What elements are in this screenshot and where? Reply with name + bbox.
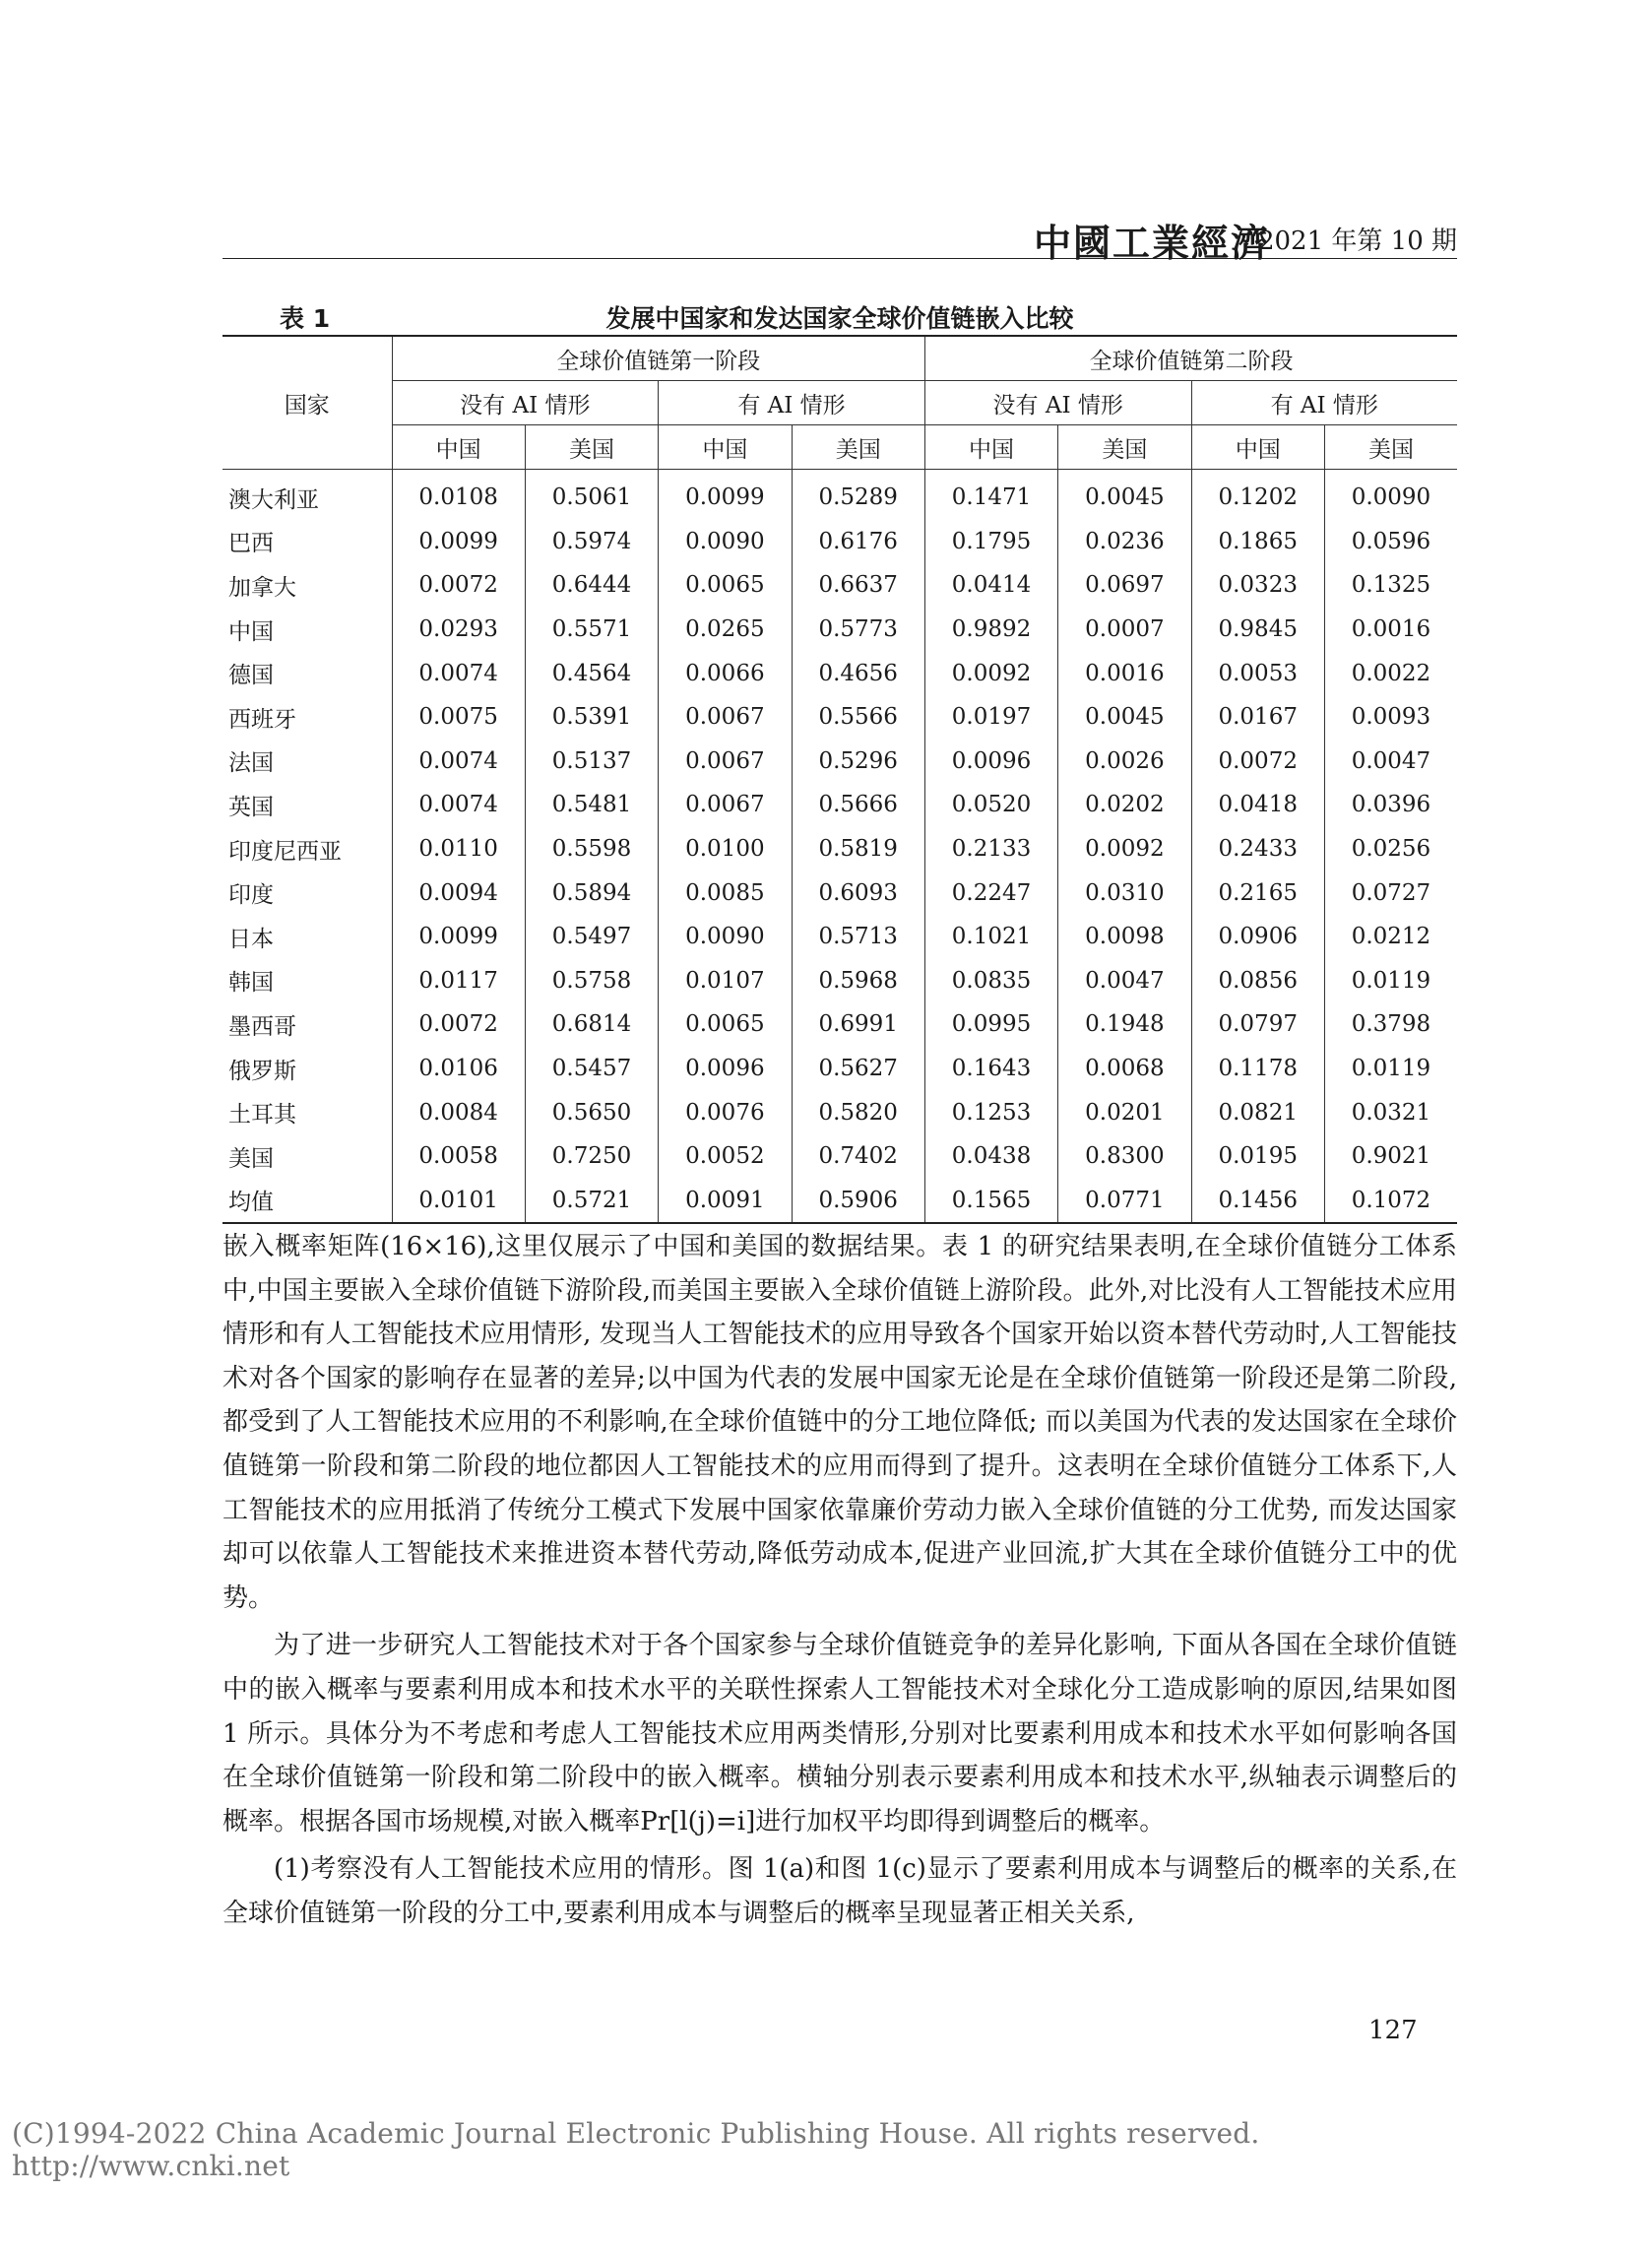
value-cell: 0.1021: [924, 915, 1057, 959]
table-row: [222, 695, 1457, 740]
table-row: [222, 959, 1457, 1003]
value-cell: 0.0026: [1058, 740, 1191, 784]
country-cell: 法国: [222, 740, 392, 784]
value-cell: 0.0053: [1191, 651, 1324, 695]
value-cell: 0.5497: [525, 915, 658, 959]
value-cell: 0.5289: [792, 470, 924, 520]
value-cell: 0.0045: [1058, 470, 1191, 520]
value-cell: 0.0067: [659, 695, 792, 740]
value-cell: 0.0396: [1351, 792, 1431, 818]
value-cell: 0.4656: [792, 651, 924, 695]
value-cell: 0.0202: [1058, 783, 1191, 827]
value-cell: 0.5296: [792, 740, 924, 784]
value-cell: 0.0075: [392, 695, 525, 740]
value-cell: 0.0265: [659, 608, 792, 652]
value-cell: 0.0596: [1351, 528, 1431, 554]
value-cell: 0.0323: [1191, 563, 1324, 608]
value-cell: 0.5906: [792, 1179, 924, 1224]
value-cell: 0.0835: [924, 959, 1057, 1003]
value-cell: 0.5481: [525, 783, 658, 827]
value-cell: 0.5627: [792, 1047, 924, 1091]
value-cell: 0.1253: [924, 1090, 1057, 1134]
value-cell: 0.0092: [924, 651, 1057, 695]
value-cell: 0.0084: [392, 1090, 525, 1134]
value-cell: 0.0727: [1351, 879, 1431, 906]
value-cell: 0.5598: [525, 827, 658, 871]
table-row: [222, 871, 1457, 915]
value-cell: 0.0520: [924, 783, 1057, 827]
value-cell: 0.0797: [1191, 1002, 1324, 1047]
header-stage2: 全球价值链第二阶段: [924, 336, 1457, 381]
value-cell: 0.5773: [792, 608, 924, 652]
value-cell: 0.0414: [924, 563, 1057, 608]
value-cell: 0.0995: [924, 1002, 1057, 1047]
value-cell: 0.0821: [1191, 1090, 1324, 1134]
journal-logo: 中國工業經濟: [1033, 221, 1270, 265]
value-cell: 0.0093: [1351, 704, 1431, 731]
paragraph: 为了进一步研究人工智能技术对于各个国家参与全球价值链竞争的差异化影响, 下面从各国在全球价值链中的嵌入概率与要素利用成本和技术水平的关联性探索人工智能技术对全球化分工造成影响的原因,结果如图 1 所示。具体分为不考虑和考虑人工智能技术应用两类情形,分别对比要素利用成本和技术水平如何影响各国在全球价值链第一阶段和第二阶段中的嵌入概率。横轴分别表示要素利用成本和技术水平,纵轴表示调整后的概率。根据各国市场规模,对嵌入概率Pr[l(j)=i]进行加权平均即得到调整后的概率。: [222, 1631, 1457, 1837]
value-cell: 0.0092: [1058, 827, 1191, 871]
value-cell: 0.0107: [659, 959, 792, 1003]
header-china: 中国: [659, 425, 792, 470]
value-cell: 0.0065: [659, 563, 792, 608]
value-cell: 0.0108: [392, 470, 525, 520]
value-cell: 0.5137: [525, 740, 658, 784]
country-cell: 澳大利亚: [222, 470, 392, 520]
value-cell: 0.1565: [924, 1179, 1057, 1224]
country-cell: 土耳其: [222, 1090, 392, 1134]
value-cell: 0.1325: [1351, 572, 1431, 599]
value-cell: 0.6093: [792, 871, 924, 915]
value-cell: 0.0045: [1058, 695, 1191, 740]
value-cell: 0.0438: [924, 1134, 1057, 1179]
value-cell: 0.5758: [525, 959, 658, 1003]
value-cell: 0.5820: [792, 1090, 924, 1134]
data-table: [222, 335, 1457, 1224]
copyright-footer: (C)1994-2022 China Academic Journal Electronic Publishing House. All rights reserved. http://www.cnki.net: [12, 2117, 1260, 2182]
country-cell: 韩国: [222, 959, 392, 1003]
journal-issue: 2021 年第 10 期: [1257, 226, 1457, 256]
value-cell: 0.0697: [1058, 563, 1191, 608]
value-cell: 0.0119: [1351, 967, 1431, 994]
body-text: [222, 1225, 1457, 1936]
value-cell: 0.0074: [392, 740, 525, 784]
value-cell: 0.0256: [1351, 836, 1431, 863]
value-cell: 0.1072: [1351, 1187, 1431, 1213]
value-cell: 0.2247: [924, 871, 1057, 915]
country-cell: 俄罗斯: [222, 1047, 392, 1091]
table-row: [222, 1002, 1457, 1047]
table-row: [222, 783, 1457, 827]
table-row: [222, 1134, 1457, 1179]
table-body: [222, 470, 1457, 1224]
value-cell: 0.0197: [924, 695, 1057, 740]
header-usa: 美国: [1324, 425, 1457, 470]
table-row: [222, 651, 1457, 695]
value-cell: 0.0119: [1351, 1056, 1431, 1082]
value-cell: 0.0100: [659, 827, 792, 871]
value-cell: 0.0052: [659, 1134, 792, 1179]
value-cell: 0.0067: [659, 783, 792, 827]
value-cell: 0.1471: [924, 470, 1057, 520]
value-cell: 0.5894: [525, 871, 658, 915]
value-cell: 0.2433: [1191, 827, 1324, 871]
value-cell: 0.9021: [1351, 1143, 1431, 1170]
value-cell: 0.5391: [525, 695, 658, 740]
value-cell: 0.5650: [525, 1090, 658, 1134]
value-cell: 0.5819: [792, 827, 924, 871]
header-china: 中国: [1191, 425, 1324, 470]
paragraph: 嵌入概率矩阵(16×16),这里仅展示了中国和美国的数据结果。表 1 的研究结果表明,在全球价值链分工体系中,中国主要嵌入全球价值链下游阶段,而美国主要嵌入全球价值链上游阶段。此外,对比没有人工智能技术应用情形和有人工智能技术应用情形, 发现当人工智能技术的应用导致各个国家开始以资本替代劳动时,人工智能技术对各个国家的影响存在显著的差异;以中国为代表的发展中国家无论是在全球价值链第一阶段还是第二阶段,都受到了人工智能技术应用的不利影响,在全球价值链中的分工地位降低; 而以美国为代表的发达国家在全球价值链第一阶段和第二阶段的地位都因人工智能技术的应用而得到了提升。这表明在全球价值链分工体系下,人工智能技术的应用抵消了传统分工模式下发展中国家依靠廉价劳动力嵌入全球价值链的分工优势, 而发达国家却可以依靠人工智能技术来推进资本替代劳动,降低劳动成本,促进产业回流,扩大其在全球价值链分工中的优势。: [222, 1232, 1457, 1613]
value-cell: 0.0068: [1058, 1047, 1191, 1091]
value-cell: 0.0090: [659, 915, 792, 959]
value-cell: 0.0016: [1351, 616, 1431, 643]
value-cell: 0.7250: [525, 1134, 658, 1179]
country-cell: 美国: [222, 1134, 392, 1179]
value-cell: 0.0099: [392, 520, 525, 564]
value-cell: 0.0098: [1058, 915, 1191, 959]
value-cell: 0.0236: [1058, 520, 1191, 564]
value-cell: 0.5566: [792, 695, 924, 740]
value-cell: 0.6444: [525, 563, 658, 608]
table-row: [222, 915, 1457, 959]
value-cell: 0.5721: [525, 1179, 658, 1224]
value-cell: 0.2165: [1191, 871, 1324, 915]
country-cell: 中国: [222, 608, 392, 652]
country-cell: 巴西: [222, 520, 392, 564]
value-cell: 0.5457: [525, 1047, 658, 1091]
value-cell: 0.0094: [392, 871, 525, 915]
header-stage1-with-ai: 有 AI 情形: [659, 381, 925, 425]
page-number: 127: [1368, 2016, 1418, 2045]
value-cell: 0.9892: [924, 608, 1057, 652]
value-cell: 0.0099: [392, 915, 525, 959]
value-cell: 0.0058: [392, 1134, 525, 1179]
value-cell: 0.0856: [1191, 959, 1324, 1003]
table-row: [222, 563, 1457, 608]
header-usa: 美国: [792, 425, 924, 470]
value-cell: 0.5968: [792, 959, 924, 1003]
value-cell: 0.0418: [1191, 783, 1324, 827]
country-cell: 印度: [222, 871, 392, 915]
value-cell: 0.0195: [1191, 1134, 1324, 1179]
header-usa: 美国: [525, 425, 658, 470]
table-row: [222, 740, 1457, 784]
value-cell: 0.1456: [1191, 1179, 1324, 1224]
value-cell: 0.0072: [392, 563, 525, 608]
value-cell: 0.0117: [392, 959, 525, 1003]
header-stage2-no-ai: 没有 AI 情形: [924, 381, 1191, 425]
value-cell: 0.1643: [924, 1047, 1057, 1091]
value-cell: 0.5666: [792, 783, 924, 827]
paragraph: (1)考察没有人工智能技术应用的情形。图 1(a)和图 1(c)显示了要素利用成本与调整后的概率的关系,在全球价值链第一阶段的分工中,要素利用成本与调整后的概率呈现显著正相关关系,: [222, 1854, 1457, 1928]
value-cell: 0.3798: [1351, 1011, 1431, 1038]
value-cell: 0.6176: [792, 520, 924, 564]
value-cell: 0.0321: [1351, 1099, 1431, 1126]
value-cell: 0.0293: [392, 608, 525, 652]
value-cell: 0.0016: [1058, 651, 1191, 695]
value-cell: 0.0072: [1191, 740, 1324, 784]
value-cell: 0.9845: [1191, 608, 1324, 652]
value-cell: 0.8300: [1058, 1134, 1191, 1179]
table-title: 发展中国家和发达国家全球价值链嵌入比较: [605, 304, 1074, 333]
table-label: 表 1: [280, 304, 331, 333]
country-cell: 西班牙: [222, 695, 392, 740]
value-cell: 0.0096: [659, 1047, 792, 1091]
value-cell: 0.0906: [1191, 915, 1324, 959]
country-cell: 加拿大: [222, 563, 392, 608]
value-cell: 0.0090: [1351, 484, 1431, 511]
header-stage1-no-ai: 没有 AI 情形: [392, 381, 659, 425]
value-cell: 0.2133: [924, 827, 1057, 871]
country-cell: 印度尼西亚: [222, 827, 392, 871]
value-cell: 0.6637: [792, 563, 924, 608]
value-cell: 0.0771: [1058, 1179, 1191, 1224]
value-cell: 0.0047: [1058, 959, 1191, 1003]
table-row: [222, 1090, 1457, 1134]
value-cell: 0.0072: [392, 1002, 525, 1047]
value-cell: 0.0074: [392, 651, 525, 695]
table-row: [222, 1047, 1457, 1091]
value-cell: 0.0085: [659, 871, 792, 915]
value-cell: 0.1865: [1191, 520, 1324, 564]
value-cell: 0.0201: [1058, 1090, 1191, 1134]
value-cell: 0.0106: [392, 1047, 525, 1091]
header-usa: 美国: [1058, 425, 1191, 470]
value-cell: 0.0090: [659, 520, 792, 564]
value-cell: 0.1178: [1191, 1047, 1324, 1091]
country-cell: 德国: [222, 651, 392, 695]
header-china: 中国: [924, 425, 1057, 470]
value-cell: 0.0310: [1058, 871, 1191, 915]
value-cell: 0.0066: [659, 651, 792, 695]
header-country: 国家: [222, 336, 392, 470]
table-row: [222, 1179, 1457, 1224]
value-cell: 0.6991: [792, 1002, 924, 1047]
country-cell: 均值: [222, 1179, 392, 1224]
table-row: [222, 827, 1457, 871]
value-cell: 0.5713: [792, 915, 924, 959]
running-header: [222, 207, 1457, 265]
value-cell: 0.6814: [525, 1002, 658, 1047]
value-cell: 0.0091: [659, 1179, 792, 1224]
country-cell: 日本: [222, 915, 392, 959]
value-cell: 0.1795: [924, 520, 1057, 564]
value-cell: 0.0076: [659, 1090, 792, 1134]
table-row: [222, 470, 1457, 520]
value-cell: 0.0074: [392, 783, 525, 827]
value-cell: 0.0212: [1351, 924, 1431, 950]
value-cell: 0.0101: [392, 1179, 525, 1224]
value-cell: 0.5571: [525, 608, 658, 652]
value-cell: 0.5061: [525, 470, 658, 520]
value-cell: 0.4564: [525, 651, 658, 695]
country-cell: 墨西哥: [222, 1002, 392, 1047]
value-cell: 0.0110: [392, 827, 525, 871]
table-row: [222, 608, 1457, 652]
header-china: 中国: [392, 425, 525, 470]
header-stage2-with-ai: 有 AI 情形: [1191, 381, 1457, 425]
country-cell: 英国: [222, 783, 392, 827]
value-cell: 0.0047: [1351, 747, 1431, 774]
value-cell: 0.5974: [525, 520, 658, 564]
value-cell: 0.1202: [1191, 470, 1324, 520]
value-cell: 0.0067: [659, 740, 792, 784]
value-cell: 0.0022: [1351, 660, 1431, 686]
value-cell: 0.0099: [659, 470, 792, 520]
table-row: [222, 520, 1457, 564]
header-stage1: 全球价值链第一阶段: [392, 336, 924, 381]
value-cell: 0.0065: [659, 1002, 792, 1047]
value-cell: 0.7402: [792, 1134, 924, 1179]
table-caption: [222, 295, 1457, 335]
value-cell: 0.1948: [1058, 1002, 1191, 1047]
value-cell: 0.0167: [1191, 695, 1324, 740]
value-cell: 0.0007: [1058, 608, 1191, 652]
value-cell: 0.0096: [924, 740, 1057, 784]
